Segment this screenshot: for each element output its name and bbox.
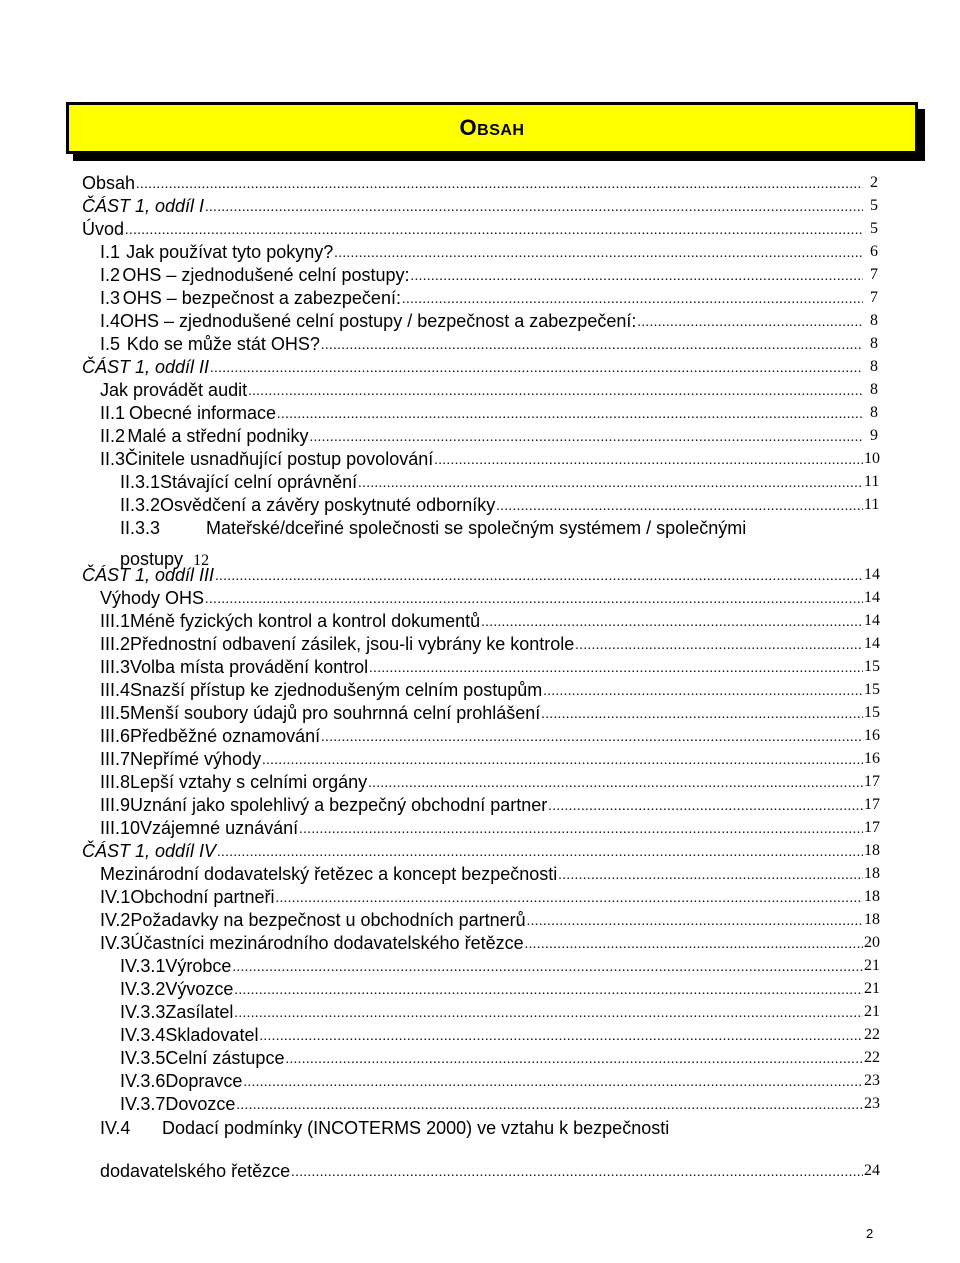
toc-leader-dots bbox=[402, 287, 863, 309]
toc-entry-label: Obsah bbox=[82, 173, 136, 193]
toc-leader-dots bbox=[275, 886, 863, 908]
toc-leader-dots bbox=[309, 425, 863, 447]
toc-entry[interactable] bbox=[120, 953, 878, 977]
toc-entry-number: IV.3.3 bbox=[120, 1002, 166, 1022]
toc-entry-label: Obecné informace bbox=[128, 403, 277, 423]
toc-leader-dots bbox=[234, 1001, 863, 1023]
toc-continuation-dodavatelskeho[interactable]: dodavatelského řetězce ..... 24 bbox=[100, 1158, 878, 1182]
toc-leader-dots bbox=[321, 333, 863, 355]
toc-leader-dots bbox=[285, 1047, 863, 1069]
toc-entry-number: III.4 bbox=[100, 680, 131, 700]
toc-entry-label: Činitele usnadňující postup povolování bbox=[125, 449, 434, 469]
toc-entry-number: IV.3 bbox=[100, 933, 131, 953]
toc-entry-page: 8 bbox=[870, 404, 878, 421]
toc-entry-label: ČÁST 1, oddíl I bbox=[82, 196, 205, 216]
toc-entry[interactable] bbox=[120, 515, 878, 539]
toc-entry-label: Výrobce bbox=[165, 956, 232, 976]
toc-entry-label: Mateřské/dceřiné společnosti se společným systémem / společnými bbox=[206, 518, 747, 538]
toc-entry-page: 11 bbox=[864, 473, 880, 490]
toc-leader-dots bbox=[125, 218, 863, 240]
toc-leader-dots bbox=[277, 402, 863, 424]
toc-entry-page: 17 bbox=[864, 796, 880, 813]
toc-entry-number: I.1 bbox=[100, 242, 121, 262]
toc-entry-page: 18 bbox=[864, 842, 880, 859]
toc-entry[interactable] bbox=[120, 492, 878, 516]
toc-title-box bbox=[66, 102, 918, 154]
toc-entry-page: 5 bbox=[870, 220, 878, 237]
toc-entry[interactable] bbox=[100, 262, 878, 286]
toc-entry-number: IV.3.2 bbox=[120, 979, 166, 999]
toc-entry-label: Mezinárodní dodavatelský řetězec a koncept bezpečnosti bbox=[100, 864, 558, 884]
toc-leader-dots bbox=[243, 1070, 863, 1092]
toc-leader-dots bbox=[334, 241, 863, 263]
toc-entry-label: Volba místa provádění kontrol bbox=[130, 657, 369, 677]
toc-entry-label: OHS – zjednodušené celní postupy: bbox=[122, 265, 410, 285]
toc-entry-label: Předběžné oznamování bbox=[130, 726, 321, 746]
toc-entry[interactable] bbox=[100, 907, 878, 931]
toc-leader-dots bbox=[262, 748, 863, 770]
toc-entry[interactable] bbox=[100, 769, 878, 793]
toc-entry-page: 9 bbox=[870, 427, 878, 444]
toc-entry-page: 15 bbox=[864, 704, 880, 721]
toc-entry[interactable] bbox=[100, 377, 878, 401]
toc-entry-label: ČÁST 1, oddíl III bbox=[82, 565, 215, 585]
toc-entry-number: II.3.3 bbox=[120, 518, 161, 538]
toc-entry-number: II.2 bbox=[100, 426, 126, 446]
toc-entry[interactable] bbox=[120, 1022, 878, 1046]
toc-entry-page: 21 bbox=[864, 957, 880, 974]
toc-entry-label: Méně fyzických kontrol a kontrol dokumentů bbox=[130, 611, 481, 631]
toc-entry-label: Menší soubory údajů pro souhrnná celní prohlášení bbox=[130, 703, 541, 723]
toc-entry-page: 2 bbox=[870, 174, 878, 191]
toc-leader-dots bbox=[496, 494, 863, 516]
toc-entry-label: Vývozce bbox=[165, 979, 234, 999]
toc-entry[interactable] bbox=[82, 838, 878, 862]
toc-entry-page: 6 bbox=[870, 243, 878, 260]
toc-entry-number: II.1 bbox=[100, 403, 126, 423]
toc-leader-dots bbox=[411, 264, 863, 286]
toc-entry-page: 15 bbox=[864, 681, 880, 698]
toc-entry-label: Výhody OHS bbox=[100, 588, 205, 608]
toc-entry-page: 16 bbox=[864, 750, 880, 767]
toc-entry-page: 23 bbox=[864, 1072, 880, 1089]
toc-leader-dots bbox=[321, 725, 863, 747]
toc-entry[interactable] bbox=[120, 469, 878, 493]
toc-entry-page: 8 bbox=[870, 358, 878, 375]
toc-entry[interactable] bbox=[100, 746, 878, 770]
toc-entry-number: IV.2 bbox=[100, 910, 131, 930]
toc-entry[interactable] bbox=[100, 331, 878, 355]
toc-leader-dots bbox=[136, 172, 863, 194]
toc-entry[interactable] bbox=[100, 861, 878, 885]
toc-leader-dots bbox=[236, 1093, 863, 1115]
toc-leader-dots bbox=[558, 863, 863, 885]
toc-entry-label: ČÁST 1, oddíl II bbox=[82, 357, 210, 377]
toc-leader-dots bbox=[232, 955, 863, 977]
toc-entry-label: Jak provádět audit bbox=[100, 380, 248, 400]
toc-entry-page: 17 bbox=[864, 819, 880, 836]
toc-title: OBSAH bbox=[459, 115, 525, 140]
toc-entry-label: OHS – zjednodušené celní postupy / bezpečnost a zabezpečení: bbox=[120, 311, 637, 331]
toc-entry[interactable] bbox=[82, 170, 878, 194]
toc-entry[interactable] bbox=[100, 723, 878, 747]
toc-entry-page: 8 bbox=[870, 312, 878, 329]
toc-entry-page: 8 bbox=[870, 335, 878, 352]
toc-entry-number: III.5 bbox=[100, 703, 131, 723]
toc-entry[interactable] bbox=[82, 216, 878, 240]
toc-leader-dots bbox=[205, 587, 863, 609]
toc-entry-page: 14 bbox=[864, 566, 880, 583]
toc-entry-page: 17 bbox=[864, 773, 880, 790]
toc-entry-page: 11 bbox=[864, 496, 880, 513]
toc-entry[interactable] bbox=[100, 446, 878, 470]
toc-entry-page: 22 bbox=[864, 1026, 880, 1043]
toc-leader-dots bbox=[481, 610, 863, 632]
toc-entry-page: 14 bbox=[864, 612, 880, 629]
toc-entry-label: ČÁST 1, oddíl IV bbox=[82, 841, 217, 861]
toc-entry[interactable] bbox=[100, 631, 878, 655]
toc-leader-dots bbox=[637, 310, 863, 332]
toc-entry-label: Úvod bbox=[82, 219, 125, 239]
toc-entry[interactable] bbox=[100, 585, 878, 609]
toc-entry[interactable] bbox=[100, 654, 878, 678]
toc-entry-number: IV.3.1 bbox=[120, 956, 166, 976]
toc-entry-label: Dovozce bbox=[165, 1094, 236, 1114]
toc-entry[interactable] bbox=[100, 677, 878, 701]
toc-entry-label: Skladovatel bbox=[165, 1025, 259, 1045]
toc-entry-page: 16 bbox=[864, 727, 880, 744]
toc-entry-label: Požadavky na bezpečnost u obchodních partnerů bbox=[130, 910, 526, 930]
toc-entry-label: Dodací podmínky (INCOTERMS 2000) ve vztahu k bezpečnosti bbox=[162, 1118, 670, 1138]
toc-entry-number: III.1 bbox=[100, 611, 131, 631]
toc-leader-dots bbox=[217, 840, 863, 862]
toc-entry-page: 22 bbox=[864, 1049, 880, 1066]
toc-leader-dots bbox=[210, 356, 863, 378]
toc-leader-dots bbox=[548, 794, 863, 816]
page-number: 2 bbox=[866, 1226, 874, 1241]
toc-entry[interactable] bbox=[100, 608, 878, 632]
toc-entry[interactable] bbox=[100, 285, 878, 309]
toc-entry[interactable] bbox=[120, 999, 878, 1023]
toc-entry[interactable] bbox=[100, 308, 878, 332]
toc-entry-label: Malé a střední podniky bbox=[127, 426, 309, 446]
toc-entry-number: III.9 bbox=[100, 795, 131, 815]
toc-entry[interactable] bbox=[100, 423, 878, 447]
toc-leader-dots bbox=[215, 564, 863, 586]
toc-leader-dots bbox=[369, 656, 863, 678]
toc-entry-page: 7 bbox=[870, 289, 878, 306]
toc-leader-dots bbox=[541, 702, 863, 724]
toc-entry-page: 8 bbox=[870, 381, 878, 398]
toc-leader-dots bbox=[434, 448, 863, 470]
toc-entry-page: 14 bbox=[864, 589, 880, 606]
toc-entry[interactable] bbox=[120, 976, 878, 1000]
toc-entry-number: III.2 bbox=[100, 634, 131, 654]
toc-leader-dots bbox=[234, 978, 863, 1000]
toc-leader-dots bbox=[205, 195, 863, 217]
toc-entry[interactable] bbox=[100, 400, 878, 424]
toc-entry-page: 18 bbox=[864, 865, 880, 882]
toc-entry[interactable] bbox=[100, 884, 878, 908]
toc-leader-dots bbox=[299, 817, 863, 839]
toc-entry-label: Zasílatel bbox=[165, 1002, 234, 1022]
toc-entry-page: 20 bbox=[864, 934, 880, 951]
toc-entry-number: IV.3.5 bbox=[120, 1048, 166, 1068]
toc-entry-label: Osvědčení a závěry poskytnuté odborníky bbox=[160, 495, 496, 515]
toc-entry[interactable] bbox=[100, 792, 878, 816]
toc-entry-page: 18 bbox=[864, 911, 880, 928]
toc-entry[interactable] bbox=[100, 700, 878, 724]
toc-entry-number: IV.3.4 bbox=[120, 1025, 166, 1045]
toc-entry-page: 15 bbox=[864, 658, 880, 675]
toc-entry-label: Účastníci mezinárodního dodavatelského řetězce bbox=[130, 933, 524, 953]
toc-entry-number: IV.4 bbox=[100, 1118, 131, 1138]
toc-entry[interactable] bbox=[82, 354, 878, 378]
toc-entry-label: Lepší vztahy s celními orgány bbox=[130, 772, 368, 792]
toc-entry-page: 18 bbox=[864, 888, 880, 905]
toc-leader-dots bbox=[527, 909, 863, 931]
toc-leader-dots bbox=[259, 1024, 863, 1046]
toc-entry-number: I.3 bbox=[100, 288, 121, 308]
toc-continuation-postupy: postupy 12 bbox=[120, 549, 210, 569]
toc-entry-label: Přednostní odbavení zásilek, jsou-li vybrány ke kontrole bbox=[130, 634, 575, 654]
toc-leader-dots bbox=[525, 932, 863, 954]
toc-entry-page: 10 bbox=[864, 450, 880, 467]
toc-entry-page: 7 bbox=[870, 266, 878, 283]
toc-entry-number: II.3.1 bbox=[120, 472, 161, 492]
toc-entry[interactable] bbox=[100, 239, 878, 263]
toc-entry-page: 5 bbox=[870, 197, 878, 214]
toc-entry-label: Snazší přístup ke zjednodušeným celním postupům bbox=[130, 680, 543, 700]
toc-entry-number: III.6 bbox=[100, 726, 131, 746]
toc-entry-number: III.10 bbox=[100, 818, 141, 838]
toc-entry-number: III.7 bbox=[100, 749, 131, 769]
toc-entry-number: IV.3.7 bbox=[120, 1094, 166, 1114]
toc-leader-dots bbox=[543, 679, 863, 701]
toc-entry[interactable] bbox=[100, 930, 878, 954]
toc-leader-dots bbox=[368, 771, 863, 793]
toc-entry-number: IV.3.6 bbox=[120, 1071, 166, 1091]
toc-entry-label: OHS – bezpečnost a zabezpečení: bbox=[122, 288, 401, 308]
toc-entry[interactable] bbox=[100, 815, 878, 839]
toc-entry[interactable] bbox=[120, 1091, 878, 1115]
toc-entry[interactable] bbox=[120, 1045, 878, 1069]
toc-entry-page: 21 bbox=[864, 980, 880, 997]
toc-leader-dots bbox=[358, 471, 863, 493]
toc-entry[interactable] bbox=[82, 193, 878, 217]
toc-entry-number: I.4 bbox=[100, 311, 121, 331]
toc-entry-number: IV.1 bbox=[100, 887, 131, 907]
toc-entry-page: 21 bbox=[864, 1003, 880, 1020]
toc-entry-number: II.3.2 bbox=[120, 495, 161, 515]
toc-entry-label: Jak používat tyto pokyny? bbox=[126, 242, 334, 262]
toc-entry-number: I.2 bbox=[100, 265, 121, 285]
toc-entry-label: Vzájemné uznávání bbox=[140, 818, 299, 838]
toc-entry[interactable] bbox=[100, 1115, 878, 1139]
toc-entry-number: II.3 bbox=[100, 449, 126, 469]
toc-entry-label: Obchodní partneři bbox=[130, 887, 275, 907]
toc-entry-number: III.3 bbox=[100, 657, 131, 677]
toc-entry-label: Nepřímé výhody bbox=[130, 749, 262, 769]
toc-entry-label: Dopravce bbox=[165, 1071, 243, 1091]
toc-entry-page: 23 bbox=[864, 1095, 880, 1112]
toc-entry-number: III.8 bbox=[100, 772, 131, 792]
toc-entry-label: Uznání jako spolehlivý a bezpečný obchodní partner bbox=[130, 795, 548, 815]
toc-entry-number: I.5 bbox=[100, 334, 121, 354]
toc-entry-label: Kdo se může stát OHS? bbox=[126, 334, 320, 354]
toc-leader-dots bbox=[248, 379, 863, 401]
toc-entry-label: Celní zástupce bbox=[165, 1048, 285, 1068]
toc-entry-page: 14 bbox=[864, 635, 880, 652]
toc-entry-label: Stávající celní oprávnění bbox=[160, 472, 358, 492]
toc-entry[interactable] bbox=[120, 1068, 878, 1092]
toc-leader-dots bbox=[575, 633, 863, 655]
